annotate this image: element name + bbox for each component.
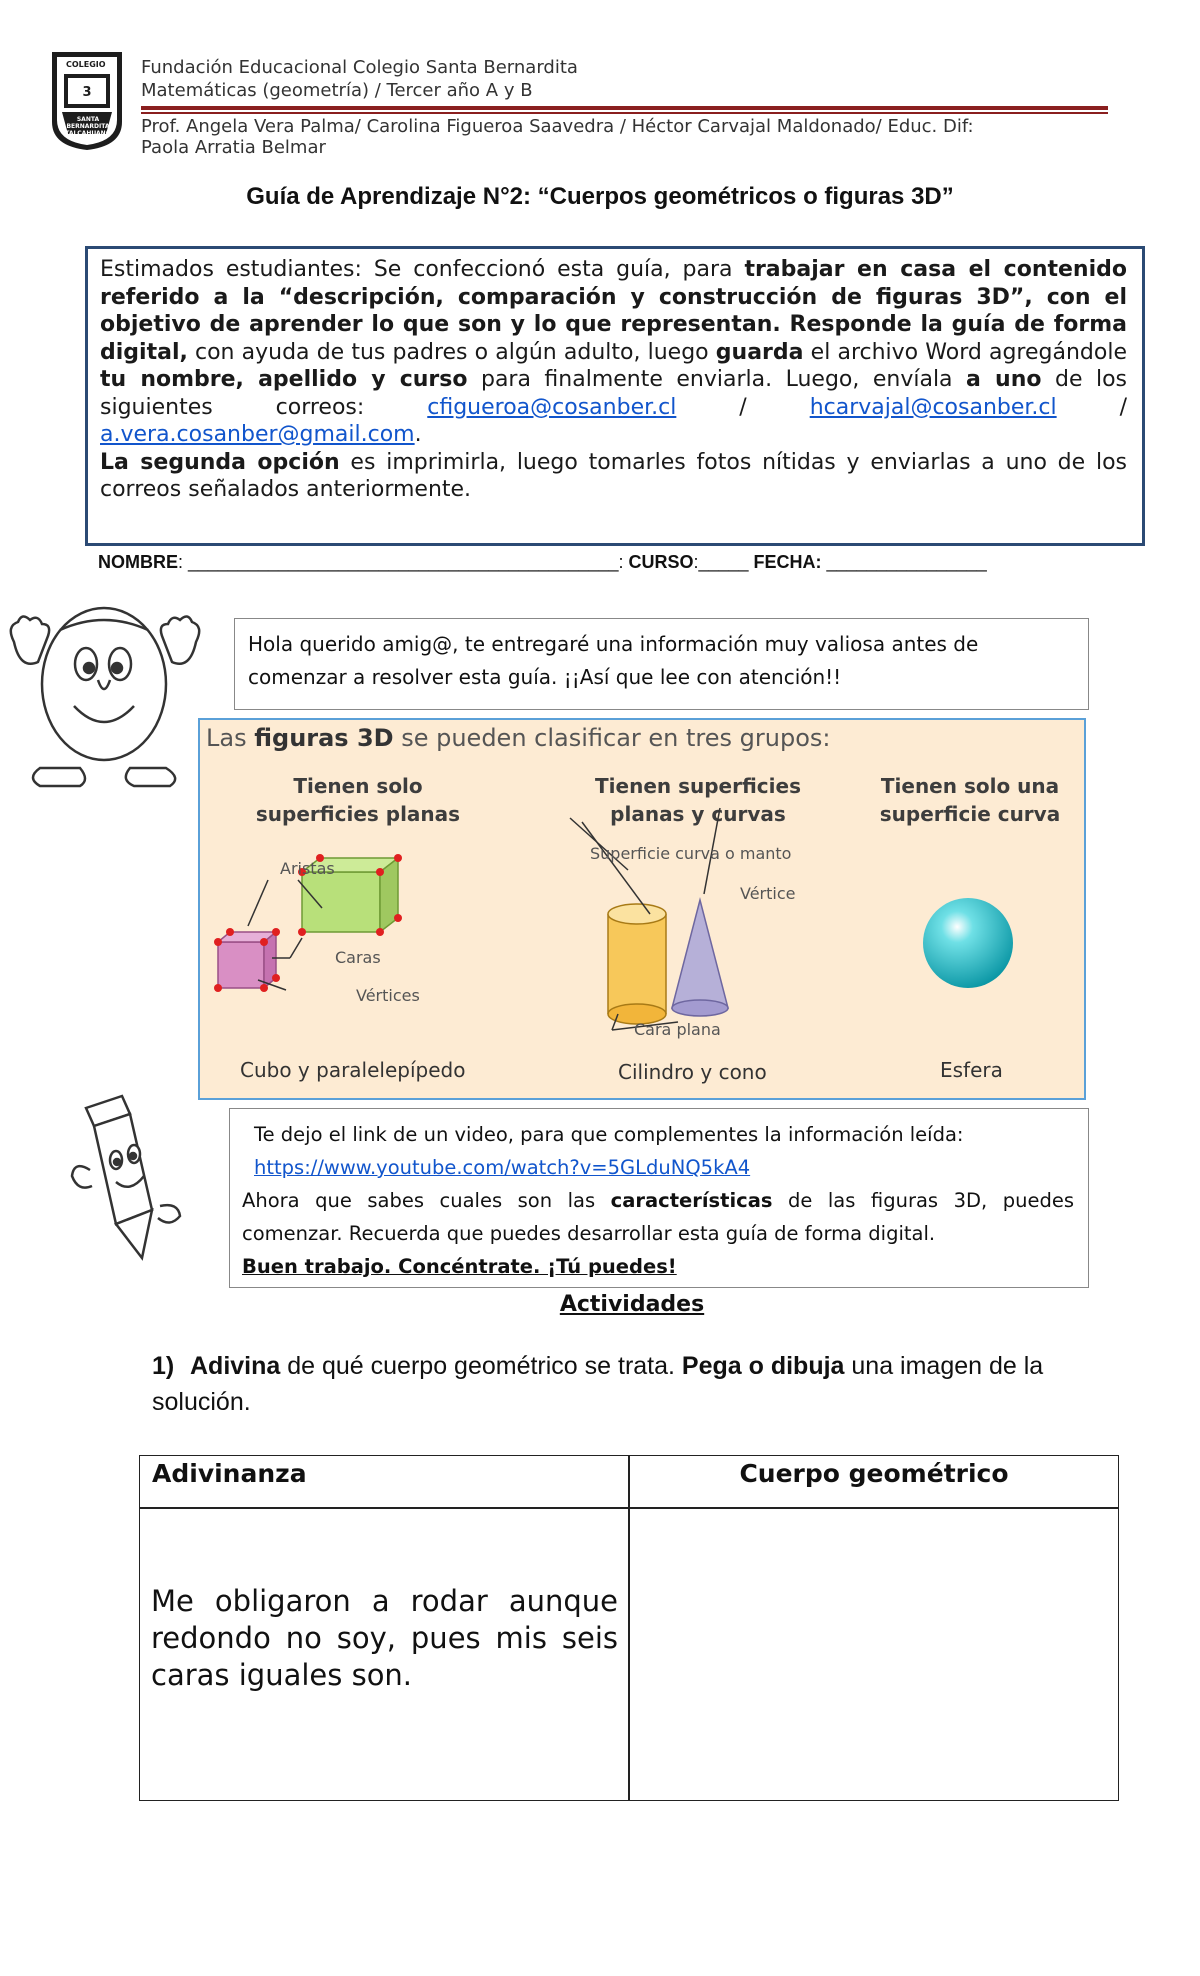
intro-text-run: de los siguientes correos:: [100, 367, 1127, 420]
group-title-line: planas y curvas: [610, 802, 786, 826]
infographic-title-bold: figuras 3D: [254, 724, 394, 752]
email-link-2[interactable]: hcarvajal@cosanber.cl: [809, 394, 1057, 420]
greeting-text: Hola querido amig@, te entregaré una información muy valiosa antes de comenzar a resolver esta guía. ¡¡Así que lee con atención!!: [248, 632, 979, 689]
logo-text-top: COLEGIO: [66, 60, 106, 69]
infographic-title-run: Las: [206, 724, 255, 752]
intro-bold-run: guarda: [715, 339, 804, 365]
video-text-run: de las figuras 3D, puedes comenzar. Recuerda que puedes desarrollar esta guía de forma digital.: [242, 1189, 1074, 1245]
group-title-line: superficies planas: [255, 802, 461, 826]
caption-cube-prism: Cubo y paralelepípedo: [240, 1058, 466, 1082]
group-title-line: superficie curva: [879, 802, 1061, 826]
answer-cell[interactable]: [632, 1510, 1116, 1798]
table-row-divider: [139, 1507, 1119, 1509]
name-blank[interactable]: : ___________________________________________:: [178, 552, 629, 572]
name-label: NOMBRE: [98, 552, 178, 572]
intro-bold-run: a uno: [966, 367, 1042, 392]
activities-heading: Actividades: [559, 1292, 705, 1317]
intro-text-run: para finalmente enviarla. Luego, envíala: [467, 367, 967, 392]
smiley-mascot-illustration: [0, 596, 210, 796]
intro-text-run: Estimados estudiantes: Se confeccionó esta guía, para: [100, 257, 745, 282]
video-link[interactable]: https://www.youtube.com/watch?v=5GLduNQ5kA4: [254, 1156, 751, 1179]
table-header-riddle: Adivinanza: [152, 1459, 307, 1488]
intro-text-run: el archivo Word agregándole: [803, 339, 1127, 365]
question-bold-run: Adivina: [190, 1352, 281, 1380]
intro-bold-run: tu nombre, apellido y curso: [100, 367, 468, 392]
intro-bold-run: trabajar en casa el contenido referido a la “descripción, comparación y construcción de figuras 3D”, con el objetivo de aprender lo que son y lo que representan. Responde la guía de forma digital,: [100, 257, 1127, 365]
teachers-line-2: Paola Arratia Belmar: [141, 137, 326, 158]
table-header-solid: Cuerpo geométrico: [739, 1459, 1009, 1488]
shapes-illustration: [198, 718, 1086, 1100]
label-vertices: Vértices: [356, 986, 420, 1005]
label-faces: Caras: [335, 948, 381, 967]
cube-shape: [214, 928, 280, 992]
header-rule: [141, 106, 1108, 110]
label-curved-surface: Superficie curva o manto: [590, 844, 792, 863]
encouragement-text: Buen trabajo. Concéntrate. ¡Tú puedes!: [242, 1255, 677, 1278]
label-vertex: Vértice: [740, 884, 796, 903]
group-title-line: Tienen superficies: [595, 774, 801, 798]
intro-text-run: .: [414, 422, 422, 447]
course-blank[interactable]: :_____: [693, 552, 754, 572]
svg-text:3: 3: [82, 85, 92, 100]
subject-line: Matemáticas (geometría) / Tercer año A y B: [141, 80, 533, 101]
separator: /: [676, 394, 810, 420]
separator: /: [1056, 394, 1128, 420]
video-info-text: [242, 1118, 1074, 1283]
video-text-run: Ahora que sabes cuales son las: [242, 1189, 611, 1212]
group-title-line: Tienen solo: [293, 774, 423, 798]
guide-title: Guía de Aprendizaje N°2: “Cuerpos geométricos o figuras 3D”: [246, 183, 954, 210]
label-flat-face: Cara plana: [634, 1020, 721, 1039]
question-text-run: una imagen de la solución.: [152, 1352, 1044, 1416]
email-link-1[interactable]: cfigueroa@cosanber.cl: [427, 394, 677, 420]
caption-cylinder-cone: Cilindro y cono: [618, 1060, 767, 1084]
video-intro-line: Te dejo el link de un video, para que complementes la información leída:: [254, 1123, 964, 1146]
infographic-title-run: se pueden clasificar en tres grupos:: [393, 724, 831, 752]
question-number: 1): [152, 1352, 175, 1380]
caption-sphere: Esfera: [940, 1058, 1003, 1082]
cone-shape: [672, 900, 728, 1016]
school-name: Fundación Educacional Colegio Santa Bernardita: [141, 57, 578, 78]
label-edges: Aristas: [280, 859, 335, 878]
email-link-3[interactable]: a.vera.cosanber@gmail.com: [100, 422, 415, 447]
pencil-mascot-illustration: [64, 1090, 194, 1270]
name-line[interactable]: [98, 552, 987, 573]
course-label: CURSO: [628, 552, 694, 572]
video-bold-run: características: [610, 1189, 773, 1212]
question-bold-run: Pega o dibuja: [681, 1352, 845, 1380]
teachers-line: Prof. Angela Vera Palma/ Carolina Figueroa Saavedra / Héctor Carvajal Maldonado/ Educ. Dif:: [141, 116, 974, 137]
intro-text-run: es imprimirla, luego tomarles fotos nítidas y enviarlas a uno de los correos señalados anteriormente.: [100, 449, 1127, 502]
date-blank[interactable]: ________________: [821, 552, 987, 572]
question-text-run: de qué cuerpo geométrico se trata.: [280, 1352, 682, 1380]
intro-text-run: con ayuda de tus padres o algún adulto, luego: [187, 339, 716, 365]
intro-text: [100, 256, 1127, 504]
logo-text-bottom: SANTA BERNARDITA TALCAHUANO: [65, 116, 111, 137]
group-title-line: Tienen solo una: [880, 774, 1060, 798]
date-label: FECHA:: [753, 552, 822, 572]
header-rule-thin: [141, 112, 1108, 114]
intro-bold-run: La segunda opción: [100, 449, 340, 475]
riddle-text: Me obligaron a rodar aunque redondo no soy, pues mis seis caras iguales son.: [151, 1584, 618, 1692]
question-1: [152, 1348, 1132, 1420]
cylinder-shape: [608, 904, 666, 1024]
